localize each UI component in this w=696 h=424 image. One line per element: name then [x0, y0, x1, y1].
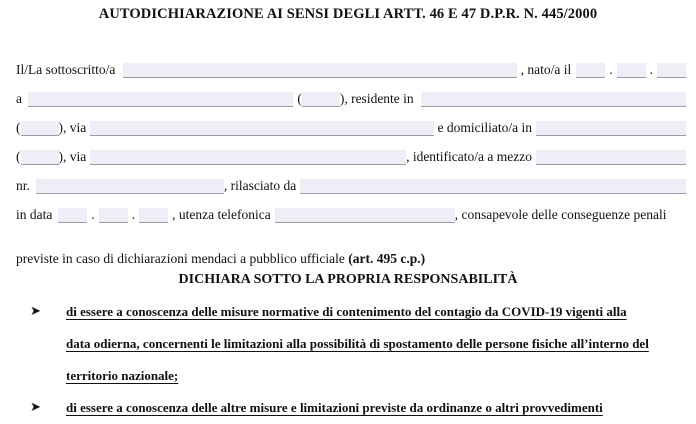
label-resident-in: ), residente in — [339, 91, 414, 106]
penalties-text: previste in caso di dichiarazioni mendaci a pubblico ufficiale — [16, 251, 349, 266]
list-item — [16, 296, 688, 328]
field-residence-street[interactable] — [90, 121, 433, 136]
date-separator-1: . — [609, 62, 613, 77]
list-item-line: data odierna, concernenti le limitazioni alla possibilità di spostamento delle persone fisiche all’interno del — [66, 336, 649, 351]
label-a: a — [16, 91, 22, 106]
form-line-subscriber — [16, 62, 686, 78]
issue-date-separator-1: . — [91, 207, 95, 222]
label-issued-by: , rilasciato da — [223, 178, 297, 193]
field-birth-day[interactable] — [576, 63, 605, 78]
field-residence-province[interactable] — [21, 121, 59, 136]
form-line-birthplace — [16, 91, 686, 107]
label-nr: nr. — [16, 178, 30, 193]
form-line-domicile-street — [16, 149, 686, 165]
penalties-article-reference: (art. 495 c.p.) — [348, 251, 426, 266]
field-domicile-city[interactable] — [536, 121, 686, 136]
field-phone-number[interactable] — [275, 208, 455, 223]
label-subscriber: Il/La sottoscritto/a — [16, 62, 116, 77]
label-phone: , utenza telefonica — [172, 207, 271, 222]
page-title: AUTODICHIARAZIONE AI SENSI DEGLI ARTT. 46 E 47 D.P.R. N. 445/2000 — [98, 6, 598, 22]
label-identified-by: , identificato/a a mezzo — [406, 149, 532, 164]
paren-open-dom-prov: ( — [16, 149, 21, 164]
form-line-residence-street — [16, 120, 686, 136]
date-separator-2: . — [649, 62, 653, 77]
label-via-domicile: ), via — [58, 149, 87, 164]
label-domiciled-in: e domiciliato/a in — [437, 120, 532, 135]
field-domicile-street[interactable] — [90, 150, 406, 165]
label-via-residence: ), via — [58, 120, 87, 135]
field-issuer[interactable] — [300, 179, 686, 194]
label-born-on: , nato/a il — [520, 62, 572, 77]
list-item-line: di essere a conoscenza delle misure normative di contenimento del contagio da COVID-19 vigenti alla — [66, 304, 627, 319]
field-issue-year[interactable] — [139, 208, 168, 223]
field-birth-year[interactable] — [657, 63, 686, 78]
field-full-name[interactable] — [123, 63, 516, 78]
label-in-data: in data — [16, 207, 53, 222]
form-line-issue-date-phone — [16, 207, 686, 223]
list-item — [16, 392, 688, 424]
field-birth-city[interactable] — [28, 92, 293, 107]
field-id-document-type[interactable] — [536, 150, 686, 165]
field-birth-province[interactable] — [302, 92, 340, 107]
field-birth-month[interactable] — [617, 63, 646, 78]
list-item-line: territorio nazionale; — [66, 368, 179, 383]
label-aware-of-penalties: , consapevole delle conseguenze penali — [454, 207, 667, 222]
field-id-number[interactable] — [36, 179, 224, 194]
declaration-heading: DICHIARA SOTTO LA PROPRIA RESPONSABILITÀ — [178, 272, 518, 287]
arrow-bullet-icon: ➤ — [30, 304, 41, 319]
field-issue-month[interactable] — [99, 208, 128, 223]
form-line-id-number — [16, 178, 686, 194]
field-issue-day[interactable] — [58, 208, 87, 223]
list-item-continuation — [16, 360, 688, 392]
list-item-line: di essere a conoscenza delle altre misure e limitazioni previste da ordinanze o altri provvedimenti — [66, 400, 603, 415]
declarations-list — [16, 296, 688, 424]
list-item-continuation — [16, 328, 688, 360]
penalties-paragraph — [16, 251, 425, 266]
issue-date-separator-2: . — [131, 207, 136, 222]
paren-open-res-prov: ( — [16, 120, 21, 135]
field-domicile-province[interactable] — [21, 150, 59, 165]
field-residence-city[interactable] — [421, 92, 686, 107]
arrow-bullet-icon: ➤ — [30, 400, 41, 415]
paren-open-birth-prov: ( — [297, 91, 302, 106]
